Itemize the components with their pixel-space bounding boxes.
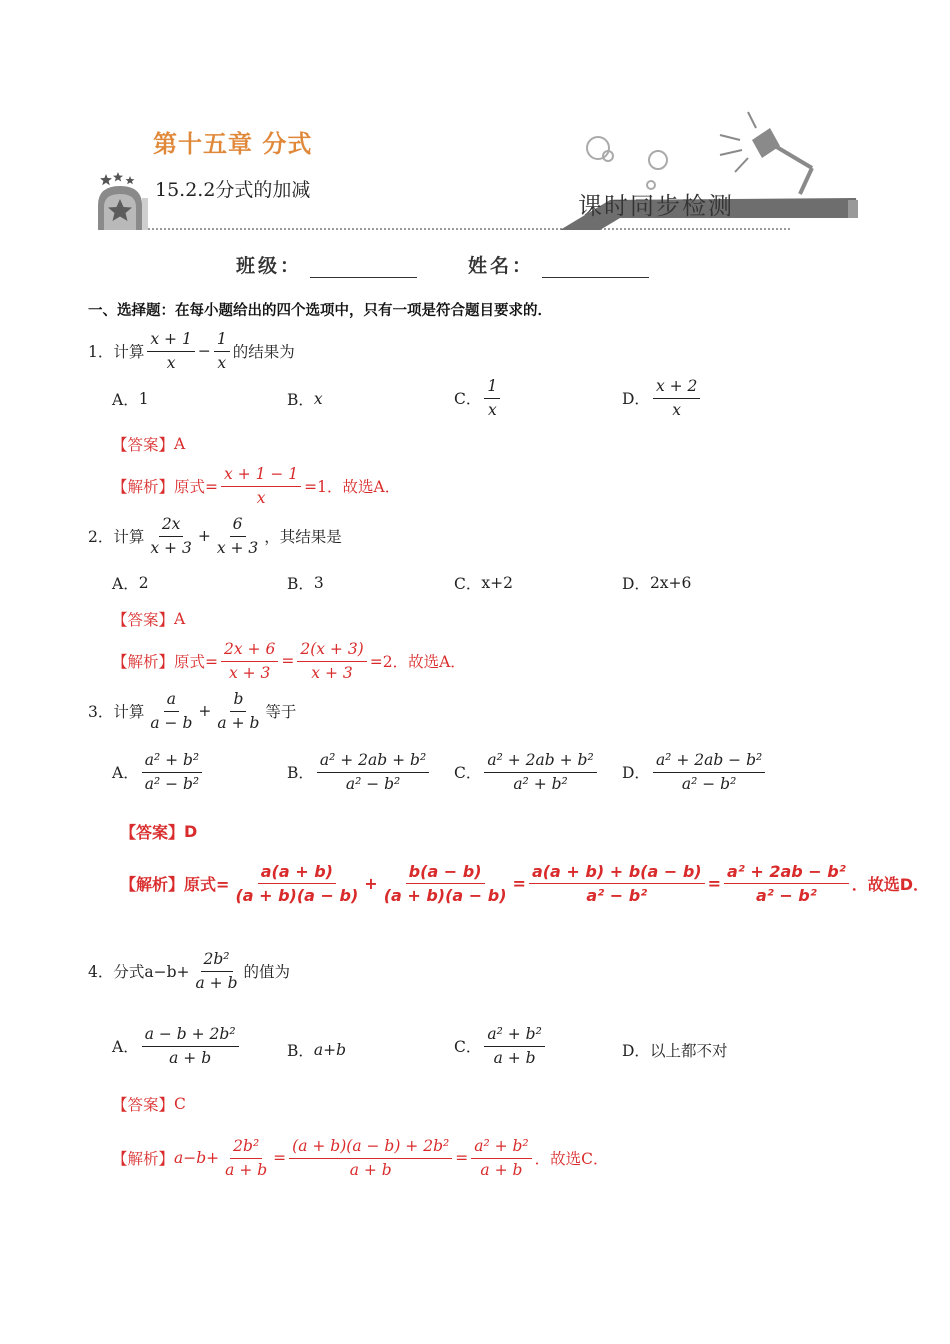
option-b[interactable] bbox=[287, 1039, 346, 1061]
sync-test-label: 课时同步检测 bbox=[578, 192, 734, 220]
analysis-tag: 【解析】 bbox=[112, 1150, 175, 1169]
denominator: x + 3 bbox=[150, 538, 192, 557]
denominator: x + 3 bbox=[311, 663, 353, 682]
fraction bbox=[724, 862, 849, 905]
denominator: x bbox=[672, 400, 682, 419]
option-b[interactable] bbox=[287, 572, 324, 594]
answer-2 bbox=[112, 608, 185, 630]
numerator: a² + b² bbox=[471, 1137, 531, 1159]
option-label: B． bbox=[287, 575, 314, 593]
answer-3 bbox=[120, 820, 197, 843]
equals-sign: = bbox=[455, 1149, 469, 1168]
option-label: C． bbox=[454, 764, 482, 783]
option-c[interactable] bbox=[454, 751, 600, 793]
numerator: 2x bbox=[159, 515, 184, 537]
question-number: 3． bbox=[88, 703, 114, 722]
fraction bbox=[221, 640, 278, 682]
analysis-prefix: 原式= bbox=[184, 875, 230, 895]
fraction bbox=[222, 1137, 270, 1179]
numerator: a² + 2ab + b² bbox=[484, 751, 596, 773]
fraction bbox=[193, 950, 241, 992]
denominator: x + 3 bbox=[228, 663, 271, 682]
fraction bbox=[214, 515, 261, 557]
option-d[interactable] bbox=[622, 751, 768, 793]
bubbles-icon bbox=[587, 137, 667, 189]
option-label: D． bbox=[622, 764, 650, 783]
option-value: 以上都不对 bbox=[649, 1042, 728, 1060]
fraction bbox=[147, 690, 195, 732]
answer-tag: 【答案】 bbox=[120, 823, 185, 842]
option-c[interactable] bbox=[454, 572, 513, 594]
name-field bbox=[468, 251, 649, 278]
fraction bbox=[142, 1025, 239, 1067]
option-label: D． bbox=[622, 390, 650, 409]
analysis-prefix: a−b+ bbox=[174, 1149, 220, 1168]
denominator: a + b bbox=[493, 1048, 536, 1067]
numerator: a² + 2ab − b² bbox=[724, 862, 849, 884]
option-label: A． bbox=[112, 575, 139, 593]
star-badge-icon bbox=[98, 172, 148, 230]
equals-sign: = bbox=[281, 652, 295, 671]
fraction bbox=[297, 640, 366, 682]
answer-value: D bbox=[184, 822, 198, 841]
numerator: a bbox=[164, 690, 179, 712]
question-1 bbox=[88, 330, 295, 372]
numerator: 2(x + 3) bbox=[297, 640, 366, 662]
analysis-tag: 【解析】 bbox=[112, 478, 175, 497]
numerator: 2b² bbox=[230, 1137, 262, 1159]
numerator: a(a + b) + b(a − b) bbox=[529, 862, 705, 884]
analysis-2 bbox=[112, 640, 466, 682]
numerator: 6 bbox=[230, 515, 246, 537]
denominator: x bbox=[166, 353, 176, 372]
question-suffix: 的值为 bbox=[243, 963, 291, 982]
analysis-suffix: =1．故选A． bbox=[304, 478, 401, 497]
question-prefix: 计算 bbox=[113, 528, 145, 547]
option-a[interactable] bbox=[112, 572, 149, 594]
banner-graphic bbox=[0, 0, 950, 240]
denominator: a + b bbox=[169, 1048, 212, 1067]
option-b[interactable] bbox=[287, 751, 432, 793]
denominator: a² − b² bbox=[345, 774, 401, 793]
denominator: x bbox=[256, 488, 266, 507]
fraction bbox=[484, 751, 596, 793]
fraction bbox=[147, 330, 194, 372]
denominator: x bbox=[487, 400, 497, 419]
answer-1 bbox=[112, 433, 185, 455]
denominator: x + 3 bbox=[216, 538, 259, 557]
section-instructions: 一、选择题：在每小题给出的四个选项中，只有一项是符合题目要求的． bbox=[88, 303, 552, 319]
answer-4 bbox=[112, 1093, 186, 1115]
option-label: B． bbox=[287, 764, 314, 783]
option-value: x bbox=[313, 390, 323, 408]
question-prefix: 分式a−b+ bbox=[113, 963, 190, 982]
numerator: x + 2 bbox=[653, 377, 700, 399]
desk-lamp-icon bbox=[720, 112, 812, 194]
question-2 bbox=[88, 515, 342, 557]
fraction bbox=[221, 465, 301, 507]
denominator: a² + b² bbox=[513, 774, 568, 793]
option-label: B． bbox=[287, 1042, 314, 1060]
numerator: 2b² bbox=[201, 950, 233, 972]
option-label: D． bbox=[622, 1042, 650, 1060]
numerator: 2x + 6 bbox=[221, 640, 278, 662]
analysis-suffix: =2．故选A． bbox=[369, 653, 466, 672]
fraction bbox=[484, 1025, 544, 1067]
equals-sign: = bbox=[273, 1149, 287, 1168]
option-value: 1 bbox=[138, 390, 149, 408]
analysis-suffix: ．故选D． bbox=[851, 875, 930, 895]
option-label: D． bbox=[622, 575, 650, 593]
fraction bbox=[232, 862, 361, 905]
option-value: 3 bbox=[313, 574, 324, 592]
chapter-title: 第十五章 分式 bbox=[153, 130, 313, 158]
analysis-1 bbox=[112, 465, 400, 507]
option-d[interactable] bbox=[622, 572, 691, 594]
fraction bbox=[142, 751, 202, 793]
option-c[interactable] bbox=[454, 1025, 548, 1067]
numerator: a² + b² bbox=[142, 751, 202, 773]
numerator: a² + 2ab + b² bbox=[317, 751, 429, 773]
denominator: a² − b² bbox=[681, 774, 737, 793]
numerator: a(a + b) bbox=[258, 862, 336, 884]
question-prefix: 计算 bbox=[113, 703, 145, 722]
option-a[interactable] bbox=[112, 388, 149, 410]
question-suffix: ，其结果是 bbox=[264, 528, 342, 547]
analysis-tag: 【解析】 bbox=[120, 875, 185, 895]
fraction bbox=[317, 751, 429, 793]
numerator: a² + b² bbox=[484, 1025, 544, 1047]
option-label: C． bbox=[454, 390, 482, 409]
question-suffix: 等于 bbox=[265, 703, 297, 722]
answer-tag: 【答案】 bbox=[112, 1096, 175, 1114]
question-4 bbox=[88, 950, 290, 992]
answer-value: A bbox=[174, 435, 186, 453]
denominator: a² − b² bbox=[144, 774, 200, 793]
option-label: C． bbox=[454, 575, 482, 593]
option-a[interactable] bbox=[112, 1025, 242, 1067]
question-3 bbox=[88, 690, 296, 732]
fraction bbox=[529, 862, 705, 905]
analysis-suffix: ．故选C． bbox=[534, 1150, 609, 1169]
option-d[interactable] bbox=[622, 1039, 727, 1061]
option-c[interactable] bbox=[454, 377, 503, 419]
fraction bbox=[214, 330, 230, 372]
question-number: 1． bbox=[88, 343, 114, 362]
answer-value: C bbox=[174, 1095, 186, 1113]
option-label: A． bbox=[112, 764, 139, 783]
fraction bbox=[214, 690, 262, 732]
fraction bbox=[653, 751, 765, 793]
option-value: 2 bbox=[138, 574, 149, 592]
denominator: a + b bbox=[217, 713, 260, 732]
numerator: (a + b)(a − b) + 2b² bbox=[289, 1137, 452, 1159]
class-blank[interactable] bbox=[310, 259, 417, 278]
option-label: A． bbox=[112, 391, 139, 409]
class-label: 班级： bbox=[236, 255, 303, 277]
fraction bbox=[653, 377, 700, 419]
fraction bbox=[147, 515, 194, 557]
denominator: x bbox=[217, 353, 227, 372]
analysis-prefix: 原式= bbox=[174, 478, 219, 497]
operator: + bbox=[198, 702, 212, 721]
answer-tag: 【答案】 bbox=[112, 611, 175, 629]
operator: − bbox=[197, 342, 211, 361]
analysis-4 bbox=[112, 1137, 609, 1179]
equals-sign: = bbox=[512, 874, 526, 894]
fraction bbox=[471, 1137, 531, 1179]
fraction bbox=[381, 862, 510, 905]
denominator: a² − b² bbox=[755, 886, 817, 906]
answer-tag: 【答案】 bbox=[112, 436, 175, 454]
option-label: C． bbox=[454, 1038, 482, 1057]
operator: + bbox=[197, 527, 211, 546]
option-a[interactable] bbox=[112, 751, 205, 793]
question-suffix: 的结果为 bbox=[232, 343, 295, 362]
option-label: B． bbox=[287, 391, 314, 409]
analysis-prefix: 原式= bbox=[174, 653, 219, 672]
equals-sign: = bbox=[707, 874, 721, 894]
question-prefix: 计算 bbox=[113, 343, 145, 362]
operator: + bbox=[364, 874, 378, 894]
numerator: 1 bbox=[484, 377, 500, 399]
option-value: a+b bbox=[313, 1041, 347, 1059]
numerator: x + 1 − 1 bbox=[221, 465, 301, 487]
fraction bbox=[289, 1137, 452, 1179]
name-label: 姓名： bbox=[468, 255, 535, 277]
denominator: a + b bbox=[480, 1160, 523, 1179]
numerator: 1 bbox=[214, 330, 230, 352]
option-label: A． bbox=[112, 1038, 139, 1057]
question-number: 2． bbox=[88, 528, 114, 547]
denominator: a + b bbox=[349, 1160, 392, 1179]
denominator: a + b bbox=[225, 1160, 268, 1179]
denominator: (a + b)(a − b) bbox=[235, 886, 359, 906]
denominator: a + b bbox=[195, 973, 238, 992]
section-title: 15.2.2分式的加减 bbox=[155, 179, 311, 201]
option-value: 2x+6 bbox=[649, 574, 692, 592]
class-field bbox=[236, 251, 417, 278]
denominator: (a + b)(a − b) bbox=[383, 886, 507, 906]
name-blank[interactable] bbox=[542, 259, 649, 278]
numerator: a − b + 2b² bbox=[142, 1025, 239, 1047]
numerator: b(a − b) bbox=[406, 862, 485, 884]
analysis-3 bbox=[120, 862, 929, 905]
option-d[interactable] bbox=[622, 377, 703, 419]
numerator: x + 1 bbox=[147, 330, 194, 352]
denominator: a² − b² bbox=[586, 886, 648, 906]
answer-value: A bbox=[174, 610, 186, 628]
analysis-tag: 【解析】 bbox=[112, 653, 175, 672]
option-b[interactable] bbox=[287, 388, 323, 410]
question-number: 4． bbox=[88, 963, 114, 982]
denominator: a − b bbox=[150, 713, 193, 732]
header-banner bbox=[0, 0, 950, 240]
numerator: a² + 2ab − b² bbox=[653, 751, 765, 773]
numerator: b bbox=[230, 690, 246, 712]
option-value: x+2 bbox=[481, 574, 513, 592]
fraction bbox=[484, 377, 500, 419]
